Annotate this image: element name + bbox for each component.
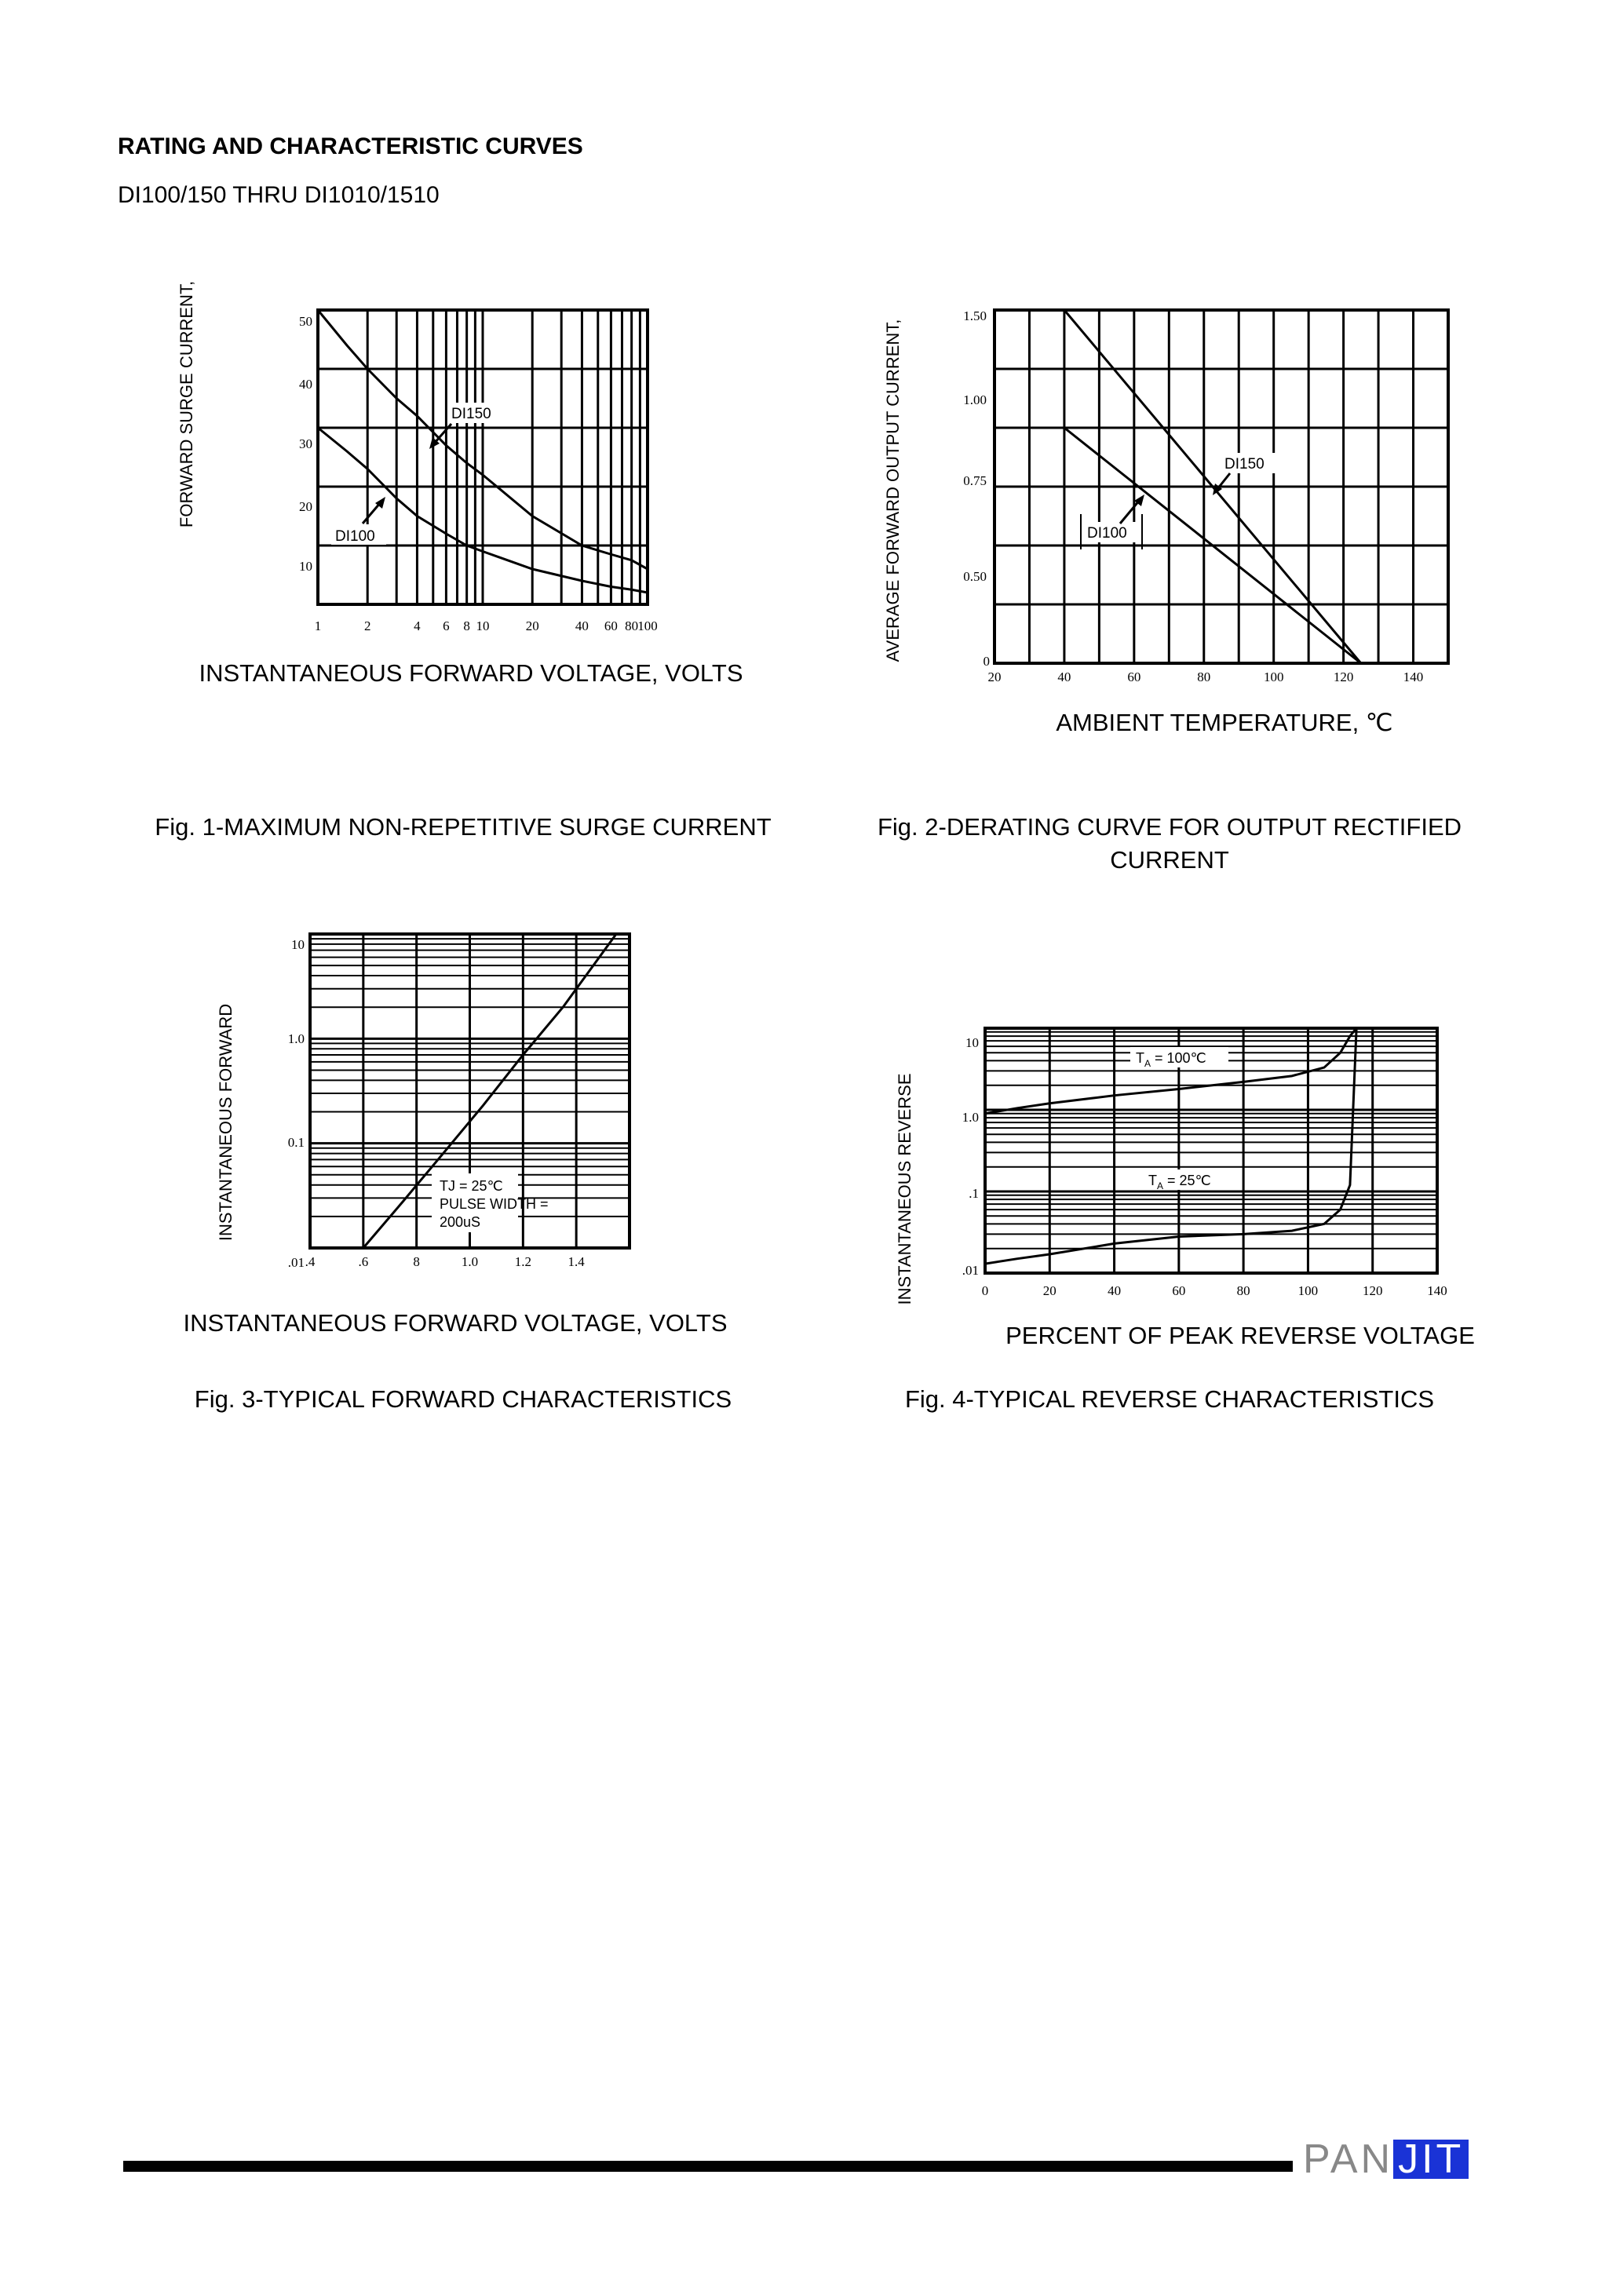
fig1-ytick: 10: [299, 559, 312, 574]
fig2-arrow-di100: [1120, 500, 1140, 524]
fig1-x-axis-label: INSTANTANEOUS FORWARD VOLTAGE, VOLTS: [199, 659, 743, 687]
fig1-xtick: 2: [363, 618, 371, 633]
fig1-xtick: 6: [443, 618, 450, 633]
fig2-ytick: 0.75: [963, 473, 987, 488]
fig3-xtick: .4: [305, 1254, 316, 1269]
fig1-xtick: 4: [414, 618, 421, 633]
fig2-xtick: 60: [1127, 670, 1141, 684]
fig1-ytick: 30: [299, 436, 312, 451]
fig2-chart: [938, 302, 1472, 695]
fig3-xtick: 1.2: [514, 1254, 531, 1269]
fig2-xtick: 120: [1333, 670, 1354, 684]
fig1-xtick: 40: [575, 618, 589, 633]
fig2-x-axis-label: AMBIENT TEMPERATURE, ℃: [1056, 709, 1393, 736]
footer-rule: [123, 2161, 1293, 2172]
fig1-caption: Fig. 1-MAXIMUM NON-REPETITIVE SURGE CURRENT: [155, 813, 772, 841]
fig3-xtick: .6: [358, 1254, 369, 1269]
fig2-annotation-di150: DI150: [1224, 456, 1265, 472]
fig1-xtick: 20: [525, 618, 539, 633]
fig3-ytick: 1.0: [287, 1031, 305, 1046]
fig4-xtick: 100: [1297, 1283, 1319, 1298]
fig1-ytick: 50: [299, 314, 312, 329]
fig1-xtick: 10: [476, 618, 490, 633]
fig2-annotation-di100: DI100: [1087, 525, 1127, 542]
fig4-ytick: 10: [965, 1035, 979, 1050]
fig3-annotation-pulse: PULSE WIDTH =: [440, 1196, 549, 1212]
fig4-chart: [938, 1020, 1472, 1303]
fig4-xtick: 60: [1172, 1283, 1186, 1298]
fig3-annotation-width: 200uS: [440, 1214, 481, 1230]
fig1-chart: [283, 302, 659, 648]
fig2-caption: Fig. 2-DERATING CURVE FOR OUTPUT RECTIFIED CURRENT: [877, 813, 1462, 874]
fig4-ytick: .1: [969, 1186, 979, 1201]
fig1-xtick: 1: [314, 618, 322, 633]
fig2-ytick: 0: [983, 654, 990, 669]
panjit-logo: [1303, 2136, 1469, 2182]
logo-text-pan: PAN: [1303, 2136, 1394, 2182]
fig2-ytick: 1.00: [963, 392, 987, 407]
fig3-y-axis-label: INSTANTANEOUS FORWARD: [216, 1003, 235, 1242]
fig2-y-axis-label: AVERAGE FORWARD OUTPUT CURRENT,: [883, 319, 903, 662]
fig4-ytick: .01: [962, 1263, 979, 1278]
fig4-ytick: 1.0: [962, 1110, 979, 1125]
fig1-grid: [318, 310, 648, 604]
fig1-xtick: 8: [463, 618, 470, 633]
fig4-xtick: 120: [1362, 1283, 1383, 1298]
fig3-annotation-tj: TJ = 25℃: [440, 1178, 503, 1194]
fig2-xtick: 80: [1197, 670, 1211, 684]
fig1-xtick: 100: [637, 618, 658, 633]
fig1-annotation-di100: DI100: [335, 528, 375, 545]
fig4-xtick: 0: [981, 1283, 989, 1298]
fig1-arrow-di100: [363, 502, 381, 524]
fig1-ytick: 40: [299, 377, 312, 392]
fig4-x-axis-label: PERCENT OF PEAK REVERSE VOLTAGE: [1005, 1322, 1475, 1349]
fig4-annotation-ta100: $T_A$ = 100℃: [1136, 1050, 1206, 1069]
fig4-y-axis-label: INSTANTANEOUS REVERSE: [895, 1073, 914, 1305]
fig2-ytick: 1.50: [963, 308, 987, 323]
fig2-xtick: 140: [1403, 670, 1424, 684]
fig1-y-axis-label: FORWARD SURGE CURRENT,: [177, 280, 196, 528]
fig3-ytick: 0.1: [287, 1135, 305, 1150]
fig3-ytick: 10: [291, 937, 305, 952]
fig4-xtick: 80: [1236, 1283, 1250, 1298]
fig3-ytick: .01: [287, 1255, 305, 1270]
fig2-xtick: 40: [1057, 670, 1071, 684]
logo-text-jit: JIT: [1393, 2140, 1469, 2179]
fig2-xtick: 100: [1263, 670, 1284, 684]
fig1-ytick: 20: [299, 499, 312, 514]
fig3-caption: Fig. 3-TYPICAL FORWARD CHARACTERISTICS: [194, 1385, 732, 1413]
fig3-xtick: 1.0: [461, 1254, 479, 1269]
fig2-xtick: 20: [987, 670, 1002, 684]
page-heading: RATING AND CHARACTERISTIC CURVES: [118, 133, 583, 159]
fig3-x-axis-label: INSTANTANEOUS FORWARD VOLTAGE, VOLTS: [183, 1309, 728, 1337]
fig4-xtick: 20: [1042, 1283, 1057, 1298]
fig1-annotation-di150: DI150: [451, 406, 491, 422]
page-subheading: DI100/150 THRU DI1010/1510: [118, 182, 440, 208]
fig3-xtick: 8: [413, 1254, 420, 1269]
fig4-xtick: 140: [1427, 1283, 1447, 1298]
fig4-xtick: 40: [1108, 1283, 1122, 1298]
fig3-xtick: 1.4: [567, 1254, 585, 1269]
fig3-chart: [267, 930, 644, 1275]
fig4-annotation-ta25: $T_A$ = 25℃: [1148, 1173, 1211, 1191]
fig1-xtick: 80: [625, 618, 639, 633]
fig2-ytick: 0.50: [963, 569, 987, 584]
fig1-xtick: 60: [604, 618, 618, 633]
fig4-caption: Fig. 4-TYPICAL REVERSE CHARACTERISTICS: [904, 1385, 1435, 1413]
